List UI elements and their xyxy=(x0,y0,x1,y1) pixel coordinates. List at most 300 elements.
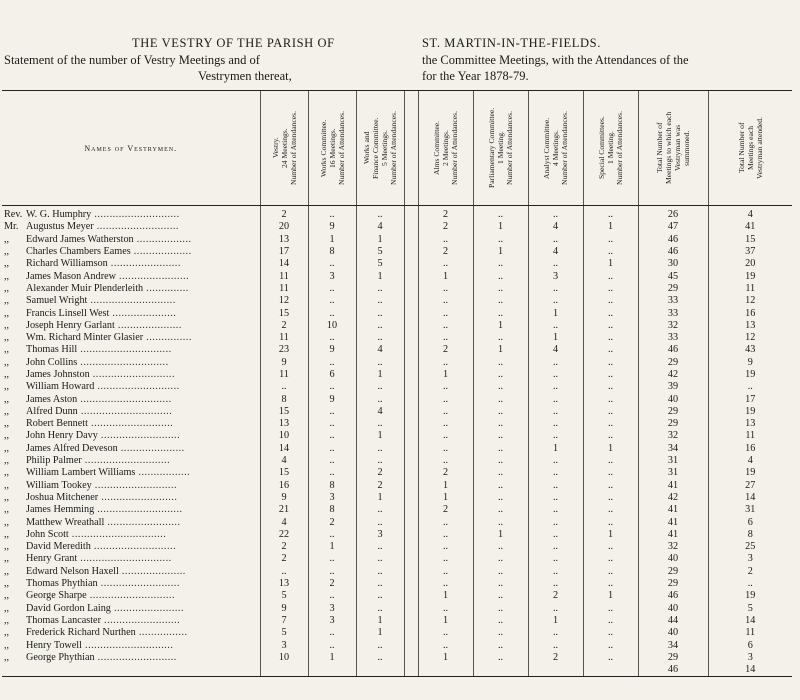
name-prefix: ,, xyxy=(4,578,10,590)
attendance-cell: 16 xyxy=(708,443,792,455)
name-prefix: ,, xyxy=(4,418,10,430)
attendance-cell: 40 xyxy=(638,603,708,615)
attendance-cell xyxy=(356,664,404,677)
attendance-cell: .. xyxy=(308,455,356,467)
attendance-cell: 41 xyxy=(638,516,708,528)
attendance-cell: 31 xyxy=(638,467,708,479)
vestryman-name: Thomas Phythian xyxy=(26,578,98,590)
attendance-cell: .. xyxy=(418,529,473,541)
name-prefix: ,, xyxy=(4,455,10,467)
attendance-cell: .. xyxy=(418,295,473,307)
attendance-cell: .. xyxy=(583,615,638,627)
attendance-cell: 5 xyxy=(356,246,404,258)
attendance-cell: .. xyxy=(583,566,638,578)
leader-dots: .................. xyxy=(133,233,192,245)
attendance-cell: .. xyxy=(583,418,638,430)
column-header-total-attended xyxy=(708,91,792,206)
attendance-cell: .. xyxy=(308,332,356,344)
attendance-cell: 14 xyxy=(260,443,308,455)
attendance-cell: .. xyxy=(528,369,583,381)
attendance-cell: .. xyxy=(418,234,473,246)
column-gap-cell xyxy=(404,357,418,369)
attendance-cell: 5 xyxy=(260,590,308,602)
table-row xyxy=(2,307,792,319)
attendance-cell: 1 xyxy=(528,443,583,455)
vestryman-name: David Meredith xyxy=(26,541,91,553)
attendance-cell xyxy=(260,664,308,677)
attendance-cell: 42 xyxy=(638,369,708,381)
attendance-cell: .. xyxy=(473,234,528,246)
table-row xyxy=(2,418,792,430)
attendance-cell: .. xyxy=(418,443,473,455)
column-header-label: Total Number of Meetings to which each Vestryman was summoned. xyxy=(655,111,691,185)
attendance-cell: .. xyxy=(418,566,473,578)
column-gap-cell xyxy=(404,529,418,541)
attendance-cell: .. xyxy=(583,430,638,442)
vestryman-name-cell xyxy=(2,578,260,590)
attendance-cell: .. xyxy=(528,627,583,639)
vestryman-name-cell xyxy=(2,443,260,455)
table-row xyxy=(2,393,792,405)
attendance-cell: .. xyxy=(528,295,583,307)
column-header-label: Works Committee. 16 Meetings. Number of Attendances. xyxy=(318,110,346,186)
attendance-cell: 9 xyxy=(308,221,356,233)
vestryman-name: Alfred Dunn xyxy=(26,405,78,417)
attendance-cell: 1 xyxy=(418,590,473,602)
name-prefix: ,, xyxy=(4,430,10,442)
vestryman-name: Richard Williamson xyxy=(26,258,108,270)
table-row xyxy=(2,652,792,664)
vestryman-name: Joseph Henry Garlant xyxy=(26,319,115,331)
attendance-cell: 2 xyxy=(418,246,473,258)
column-gap-cell xyxy=(404,664,418,677)
attendance-cell: 3 xyxy=(356,529,404,541)
attendance-cell: .. xyxy=(473,578,528,590)
column-header-label: Vestry. 24 Meetings. Number of Attendances. xyxy=(270,110,298,186)
attendance-cell: .. xyxy=(473,443,528,455)
attendance-cell: .. xyxy=(418,455,473,467)
name-prefix: ,, xyxy=(4,516,10,528)
attendance-cell: .. xyxy=(583,381,638,393)
attendance-cell: .. xyxy=(473,492,528,504)
column-header-works xyxy=(308,91,356,206)
attendance-cell: 1 xyxy=(418,652,473,664)
attendance-cell: .. xyxy=(528,430,583,442)
attendance-cell: 1 xyxy=(528,615,583,627)
attendance-cell: 41 xyxy=(638,529,708,541)
attendance-cell: .. xyxy=(418,603,473,615)
attendance-cell: .. xyxy=(308,467,356,479)
vestryman-name-cell xyxy=(2,553,260,565)
vestryman-name-cell xyxy=(2,344,260,356)
table-row xyxy=(2,443,792,455)
vestryman-name-cell xyxy=(2,320,260,332)
attendance-cell: 19 xyxy=(708,590,792,602)
attendance-cell: 10 xyxy=(260,652,308,664)
name-prefix: ,, xyxy=(4,233,10,245)
attendance-cell: .. xyxy=(418,332,473,344)
attendance-cell: 2 xyxy=(528,652,583,664)
attendance-cell: 46 xyxy=(638,344,708,356)
attendance-cell: 1 xyxy=(473,246,528,258)
attendance-cell: .. xyxy=(308,639,356,651)
attendance-cell: .. xyxy=(356,283,404,295)
column-gap-cell xyxy=(404,541,418,553)
vestryman-name-cell xyxy=(2,381,260,393)
leader-dots: ............................ xyxy=(87,295,176,307)
leader-dots: ............................... xyxy=(68,528,167,540)
attendance-cell: 41 xyxy=(638,480,708,492)
column-gap-cell xyxy=(404,381,418,393)
attendance-cell: 13 xyxy=(260,578,308,590)
name-prefix: ,, xyxy=(4,627,10,639)
column-gap-cell xyxy=(404,590,418,602)
attendance-cell: .. xyxy=(528,603,583,615)
attendance-cell: .. xyxy=(356,578,404,590)
name-prefix: ,, xyxy=(4,393,10,405)
title-right: ST. MARTIN-IN-THE-FIELDS. xyxy=(422,36,601,50)
table-row xyxy=(2,578,792,590)
attendance-cell: .. xyxy=(583,480,638,492)
attendance-cell: 1 xyxy=(473,221,528,233)
name-prefix: ,, xyxy=(4,356,10,368)
attendance-cell: 32 xyxy=(638,430,708,442)
attendance-cell: .. xyxy=(260,381,308,393)
table-row xyxy=(2,639,792,651)
attendance-cell: .. xyxy=(708,578,792,590)
attendance-cell: 9 xyxy=(260,603,308,615)
attendance-cell: 5 xyxy=(708,603,792,615)
column-gap-cell xyxy=(404,492,418,504)
attendance-cell: .. xyxy=(418,418,473,430)
attendance-cell: .. xyxy=(356,553,404,565)
attendance-cell: .. xyxy=(308,406,356,418)
leader-dots: ................ xyxy=(135,627,188,639)
attendance-cell: .. xyxy=(528,283,583,295)
attendance-cell: 5 xyxy=(356,258,404,270)
name-prefix: ,, xyxy=(4,381,10,393)
attendance-cell: .. xyxy=(583,627,638,639)
attendance-cell: .. xyxy=(528,553,583,565)
attendance-cell: .. xyxy=(308,357,356,369)
attendance-cell: .. xyxy=(583,603,638,615)
attendance-cell: 2 xyxy=(260,553,308,565)
attendance-cell: .. xyxy=(473,332,528,344)
name-prefix: ,, xyxy=(4,504,10,516)
attendance-cell: .. xyxy=(528,206,583,222)
name-prefix: ,, xyxy=(4,639,10,651)
name-prefix: ,, xyxy=(4,614,10,626)
attendance-cell: .. xyxy=(356,443,404,455)
column-header-label: Alms Committee. 2 Meetings. Number of Attendances. xyxy=(432,110,459,186)
attendance-cell: 45 xyxy=(638,270,708,282)
table-row xyxy=(2,615,792,627)
attendance-cell: 1 xyxy=(583,258,638,270)
attendance-cell: 15 xyxy=(260,307,308,319)
attendance-cell: .. xyxy=(473,480,528,492)
attendance-cell: .. xyxy=(418,406,473,418)
leader-dots: .......................... xyxy=(97,430,181,442)
attendance-cell: .. xyxy=(473,553,528,565)
attendance-cell: .. xyxy=(583,504,638,516)
attendance-cell: .. xyxy=(418,553,473,565)
column-gap-cell xyxy=(404,307,418,319)
name-prefix: ,, xyxy=(4,282,10,294)
attendance-cell: 4 xyxy=(356,344,404,356)
attendance-cell: 15 xyxy=(708,234,792,246)
attendance-cell: .. xyxy=(356,652,404,664)
attendance-cell: .. xyxy=(308,283,356,295)
attendance-cell: 34 xyxy=(638,639,708,651)
column-gap-cell xyxy=(404,221,418,233)
leader-dots: ........................... xyxy=(91,479,178,491)
attendance-cell: 29 xyxy=(638,406,708,418)
attendance-cell: .. xyxy=(583,234,638,246)
name-prefix: Mr. xyxy=(4,221,19,233)
attendance-cell: 29 xyxy=(638,578,708,590)
attendance-cell: .. xyxy=(583,332,638,344)
subtitle-left-line-2: Vestrymen thereat, xyxy=(198,69,292,83)
table-row xyxy=(2,492,792,504)
attendance-cell: .. xyxy=(473,369,528,381)
vestryman-name-cell xyxy=(2,393,260,405)
vestryman-name-cell xyxy=(2,504,260,516)
attendance-table xyxy=(2,90,792,677)
leader-dots: ........................ xyxy=(104,516,181,528)
vestryman-name: Thomas Lancaster xyxy=(26,614,101,626)
attendance-cell: 3 xyxy=(528,270,583,282)
vestryman-name: James Johnston xyxy=(26,369,90,380)
column-gap-cell xyxy=(404,566,418,578)
attendance-cell: 2 xyxy=(308,578,356,590)
name-prefix: ,, xyxy=(4,344,10,356)
attendance-cell: 11 xyxy=(708,283,792,295)
table-header-row xyxy=(2,91,792,206)
vestryman-name-cell xyxy=(2,652,260,664)
name-prefix: ,, xyxy=(4,442,10,454)
attendance-cell: 10 xyxy=(308,320,356,332)
attendance-cell: .. xyxy=(473,504,528,516)
attendance-cell: 4 xyxy=(528,344,583,356)
attendance-cell: 25 xyxy=(708,541,792,553)
attendance-cell: .. xyxy=(528,381,583,393)
vestryman-name: Robert Bennett xyxy=(26,418,88,430)
attendance-cell: .. xyxy=(473,381,528,393)
attendance-cell: 1 xyxy=(418,492,473,504)
table-row xyxy=(2,234,792,246)
attendance-cell: 2 xyxy=(260,541,308,553)
attendance-cell: 23 xyxy=(260,344,308,356)
table-row xyxy=(2,258,792,270)
attendance-cell: .. xyxy=(308,553,356,565)
vestryman-name: James Mason Andrew xyxy=(26,270,116,282)
leader-dots: .............................. xyxy=(77,405,173,417)
vestryman-name: Philip Palmer xyxy=(26,455,82,467)
attendance-cell: .. xyxy=(473,603,528,615)
attendance-cell: 1 xyxy=(356,615,404,627)
name-prefix: ,, xyxy=(4,565,10,577)
column-gap-cell xyxy=(404,553,418,565)
attendance-cell: .. xyxy=(356,541,404,553)
attendance-cell: 41 xyxy=(708,221,792,233)
attendance-cell: .. xyxy=(528,516,583,528)
attendance-cell: .. xyxy=(528,455,583,467)
attendance-cell: 2 xyxy=(708,566,792,578)
attendance-cell: 4 xyxy=(528,246,583,258)
attendance-cell: .. xyxy=(528,393,583,405)
vestryman-name-cell xyxy=(2,270,260,282)
attendance-cell: .. xyxy=(583,270,638,282)
attendance-cell: 33 xyxy=(638,332,708,344)
table-row xyxy=(2,283,792,295)
table-body xyxy=(2,206,792,677)
attendance-cell: .. xyxy=(528,234,583,246)
table-row xyxy=(2,357,792,369)
attendance-cell: 1 xyxy=(528,307,583,319)
attendance-cell: .. xyxy=(418,541,473,553)
attendance-cell: 1 xyxy=(473,344,528,356)
attendance-cell: 42 xyxy=(638,492,708,504)
column-gap-cell xyxy=(404,295,418,307)
attendance-cell: .. xyxy=(528,357,583,369)
vestryman-name: George Phythian xyxy=(26,651,95,663)
vestryman-name: Alexander Muir Plenderleith xyxy=(26,282,144,294)
attendance-cell: .. xyxy=(418,357,473,369)
attendance-cell: 17 xyxy=(708,393,792,405)
attendance-cell: .. xyxy=(473,393,528,405)
table-row xyxy=(2,590,792,602)
leader-dots: ....................... xyxy=(110,602,185,614)
attendance-cell: 46 xyxy=(638,664,708,677)
attendance-cell: 1 xyxy=(528,332,583,344)
attendance-cell: .. xyxy=(473,307,528,319)
attendance-cell: 6 xyxy=(708,639,792,651)
column-gap-cell xyxy=(404,480,418,492)
attendance-cell: 29 xyxy=(638,652,708,664)
attendance-cell: .. xyxy=(308,430,356,442)
column-header-label: Works and Finance Committee. 5 Meetings. Number of Attendances. xyxy=(362,110,398,186)
attendance-cell: .. xyxy=(528,480,583,492)
table-row xyxy=(2,320,792,332)
column-gap-cell xyxy=(404,455,418,467)
attendance-cell: 1 xyxy=(356,270,404,282)
attendance-cell: 1 xyxy=(308,652,356,664)
attendance-cell: 20 xyxy=(260,221,308,233)
attendance-cell: 5 xyxy=(260,627,308,639)
attendance-cell: 22 xyxy=(260,529,308,541)
leader-dots: ........................... xyxy=(90,541,177,553)
attendance-cell: .. xyxy=(583,393,638,405)
attendance-cell: 1 xyxy=(473,529,528,541)
attendance-cell: .. xyxy=(583,357,638,369)
table-row xyxy=(2,369,792,381)
attendance-cell: .. xyxy=(418,283,473,295)
attendance-cell: .. xyxy=(528,320,583,332)
attendance-cell: .. xyxy=(418,381,473,393)
attendance-cell: 21 xyxy=(260,504,308,516)
column-gap-cell xyxy=(404,332,418,344)
column-gap-cell xyxy=(404,393,418,405)
attendance-cell: 32 xyxy=(638,541,708,553)
vestryman-name-cell xyxy=(2,369,260,381)
attendance-cell: 26 xyxy=(638,206,708,222)
vestryman-name-cell xyxy=(2,541,260,553)
attendance-cell: .. xyxy=(528,541,583,553)
column-gap-cell xyxy=(404,283,418,295)
attendance-cell: .. xyxy=(583,295,638,307)
name-prefix: ,, xyxy=(4,479,10,491)
column-gap-cell xyxy=(404,344,418,356)
attendance-cell: .. xyxy=(356,206,404,222)
attendance-cell: .. xyxy=(308,443,356,455)
attendance-cell: 6 xyxy=(308,369,356,381)
attendance-cell xyxy=(418,664,473,677)
attendance-cell: 44 xyxy=(638,615,708,627)
attendance-cell: 40 xyxy=(638,553,708,565)
attendance-cell: .. xyxy=(418,393,473,405)
attendance-cell: .. xyxy=(473,406,528,418)
leader-dots: ....................... xyxy=(107,258,181,270)
attendance-cell: .. xyxy=(528,504,583,516)
leader-dots: .......................... xyxy=(97,578,180,590)
attendance-cell: 1 xyxy=(583,443,638,455)
leader-dots: .............................. xyxy=(77,344,172,356)
vestryman-name: John Scott xyxy=(26,528,69,540)
attendance-cell: .. xyxy=(356,639,404,651)
attendance-cell: .. xyxy=(473,258,528,270)
attendance-cell xyxy=(528,664,583,677)
table-row xyxy=(2,406,792,418)
column-gap-cell xyxy=(404,603,418,615)
table-row xyxy=(2,332,792,344)
attendance-cell: 37 xyxy=(708,246,792,258)
column-header-works-finance xyxy=(356,91,404,206)
leader-dots: ............................ xyxy=(86,590,175,602)
attendance-cell: 2 xyxy=(418,206,473,222)
attendance-cell: .. xyxy=(473,270,528,282)
table-row xyxy=(2,270,792,282)
attendance-cell: 1 xyxy=(583,529,638,541)
attendance-cell: .. xyxy=(583,344,638,356)
vestryman-name-cell xyxy=(2,234,260,246)
attendance-cell: 14 xyxy=(708,492,792,504)
leader-dots: ............................ xyxy=(91,209,180,221)
leader-dots: ............................ xyxy=(81,455,171,467)
attendance-cell: 19 xyxy=(708,406,792,418)
attendance-cell: 11 xyxy=(260,332,308,344)
name-prefix: Rev. xyxy=(4,209,23,221)
attendance-cell: .. xyxy=(583,307,638,319)
attendance-cell: 4 xyxy=(260,516,308,528)
attendance-cell: .. xyxy=(583,246,638,258)
attendance-cell: 9 xyxy=(308,393,356,405)
vestryman-name-cell xyxy=(2,332,260,344)
attendance-cell: 12 xyxy=(708,295,792,307)
column-gap-cell xyxy=(404,467,418,479)
attendance-cell: 29 xyxy=(638,357,708,369)
table-row xyxy=(2,430,792,442)
attendance-cell xyxy=(583,664,638,677)
attendance-cell: .. xyxy=(308,206,356,222)
attendance-cell: .. xyxy=(308,258,356,270)
column-gap-cell xyxy=(404,234,418,246)
attendance-cell: .. xyxy=(528,418,583,430)
attendance-cell: 47 xyxy=(638,221,708,233)
table-row xyxy=(2,504,792,516)
subtitle-left-line-1: Statement of the number of Vestry Meetings and of xyxy=(4,53,260,67)
attendance-cell: 3 xyxy=(308,270,356,282)
attendance-cell: .. xyxy=(356,295,404,307)
